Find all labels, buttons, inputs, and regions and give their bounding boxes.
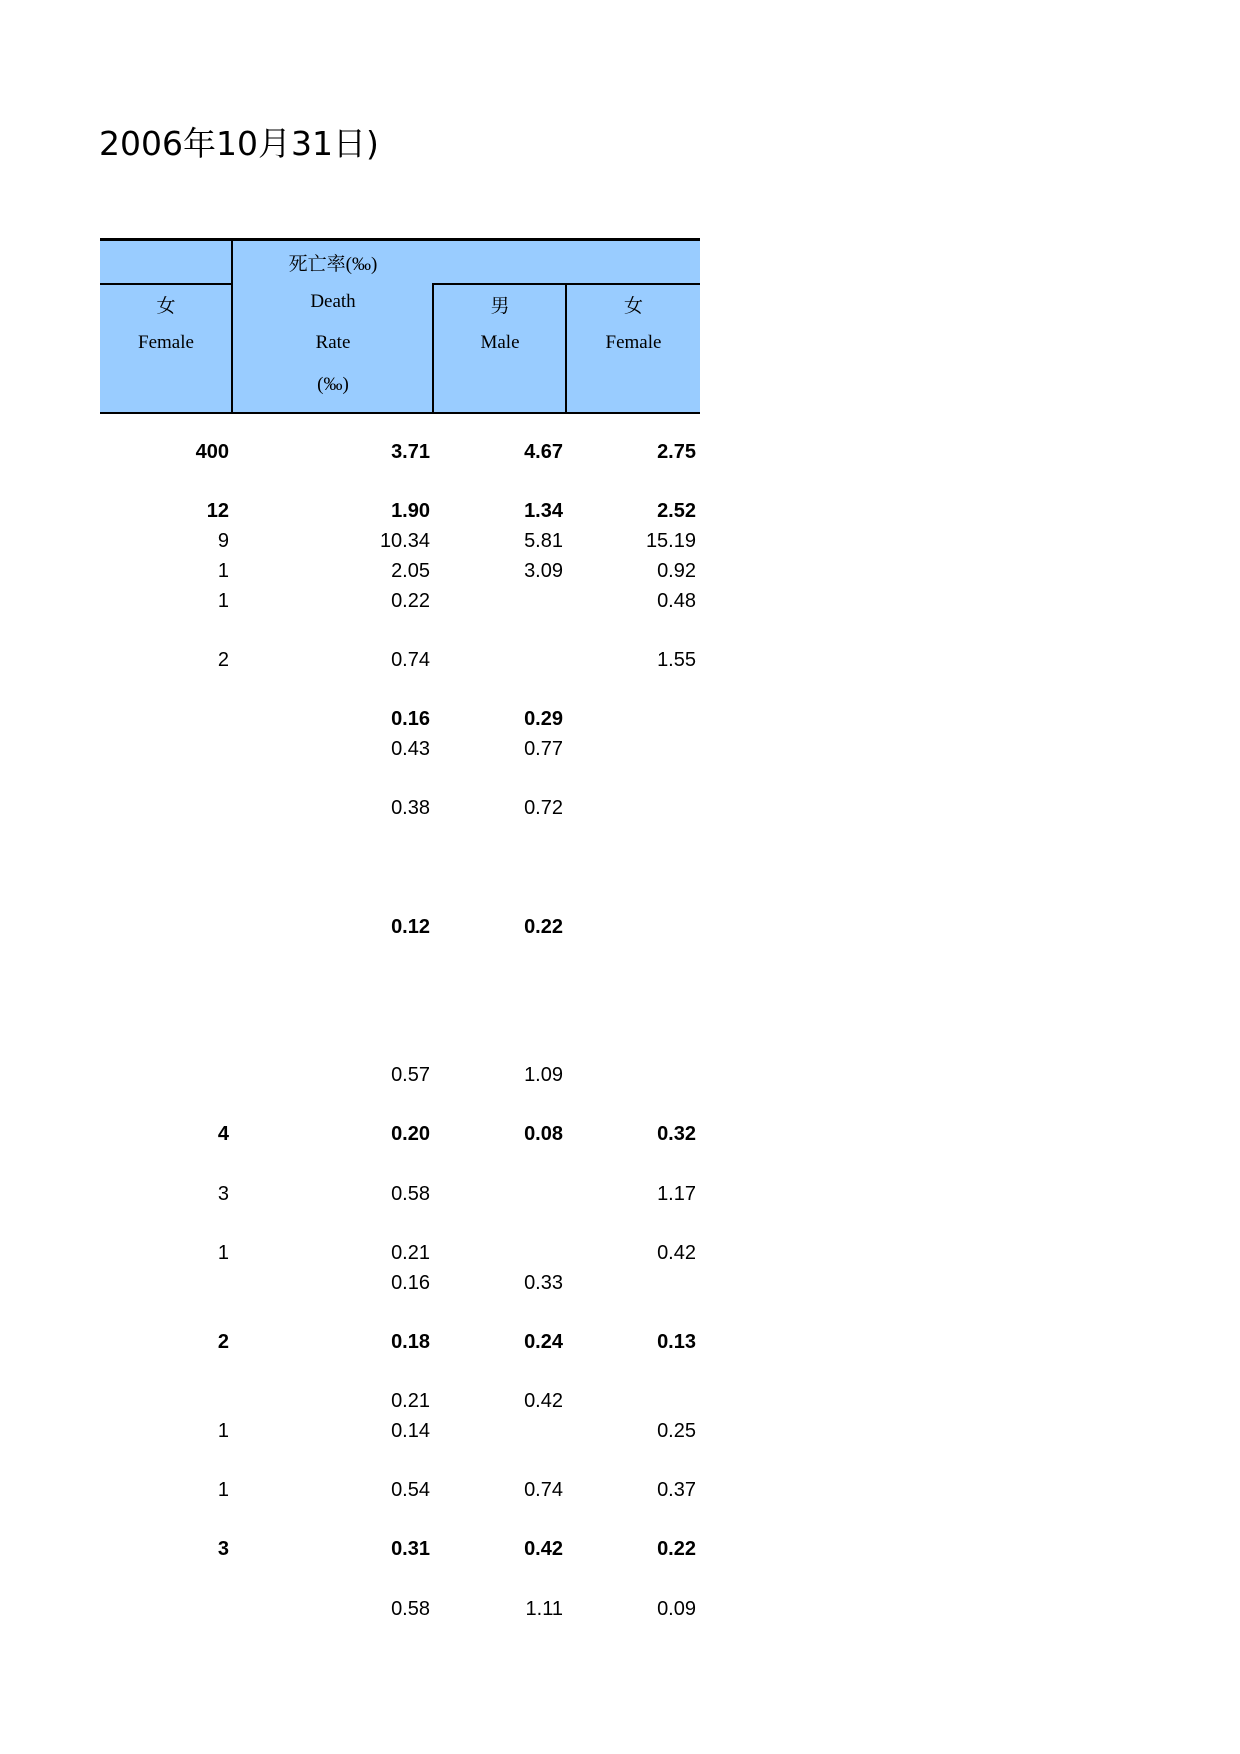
table-cell: 0.72 xyxy=(524,797,563,819)
table-cell: 2.05 xyxy=(391,560,430,582)
header-col0-en: Female xyxy=(138,332,194,353)
table-cell: 12 xyxy=(206,500,229,522)
table-cell: 1.09 xyxy=(524,1064,563,1086)
table-row xyxy=(0,588,1240,614)
table-cell: 0.14 xyxy=(391,1420,430,1442)
table-cell: 0.22 xyxy=(657,1538,696,1560)
header-col1-unit: (‰) xyxy=(317,374,349,395)
header-col3-en: Female xyxy=(605,332,662,353)
table-cell: 2 xyxy=(217,649,229,671)
table-cell: 9 xyxy=(217,530,229,552)
table-cell: 0.29 xyxy=(524,708,563,730)
header-col0-zh: 女 xyxy=(156,296,176,317)
table-cell: 0.09 xyxy=(657,1598,696,1620)
table-cell: 4.67 xyxy=(524,441,563,463)
table-cell: 0.33 xyxy=(524,1272,563,1294)
table-cell: 0.16 xyxy=(391,708,430,730)
table-cell: 1.34 xyxy=(524,500,563,522)
table-cell: 10.34 xyxy=(379,530,430,552)
table-row xyxy=(0,1418,1240,1444)
table-cell: 0.25 xyxy=(657,1420,696,1442)
table-cell: 0.22 xyxy=(524,916,563,938)
table-cell: 1 xyxy=(217,1242,229,1264)
table-row xyxy=(0,1240,1240,1266)
header-group-label: 死亡率(‰) xyxy=(288,254,378,275)
table-row xyxy=(0,1121,1240,1147)
table-cell: 2 xyxy=(217,1331,229,1353)
table-row xyxy=(0,439,1240,465)
table-cell: 0.77 xyxy=(524,738,563,760)
header-col1-en1: Death xyxy=(310,291,356,312)
table-row xyxy=(0,498,1240,524)
table-cell: 0.42 xyxy=(657,1242,696,1264)
table-row xyxy=(0,558,1240,584)
table-cell: 0.08 xyxy=(524,1123,563,1145)
table-cell: 3.09 xyxy=(524,560,563,582)
table-cell: 0.54 xyxy=(391,1479,430,1501)
table-row xyxy=(0,1329,1240,1355)
table-cell: 1.55 xyxy=(657,649,696,671)
table-cell: 0.31 xyxy=(391,1538,430,1560)
table-cell: 0.43 xyxy=(391,738,430,760)
table-cell: 0.37 xyxy=(657,1479,696,1501)
header-col3-zh: 女 xyxy=(623,296,643,317)
table-cell: 1 xyxy=(217,1479,229,1501)
table-cell: 1 xyxy=(217,590,229,612)
header-col2-en: Male xyxy=(480,332,520,353)
table-cell: 3.71 xyxy=(391,441,430,463)
page-title: 2006年10月31日) xyxy=(99,124,379,163)
table-cell: 2.75 xyxy=(657,441,696,463)
table-cell: 0.38 xyxy=(391,797,430,819)
table-cell: 0.32 xyxy=(657,1123,696,1145)
table-cell: 0.58 xyxy=(391,1598,430,1620)
table-row xyxy=(0,1062,1240,1088)
table-cell: 0.24 xyxy=(524,1331,563,1353)
table-row xyxy=(0,1477,1240,1503)
table-row xyxy=(0,1596,1240,1622)
table-cell: 0.21 xyxy=(391,1242,430,1264)
table-cell: 1.90 xyxy=(391,500,430,522)
table-cell: 0.74 xyxy=(524,1479,563,1501)
table-row xyxy=(0,736,1240,762)
table-row xyxy=(0,1270,1240,1296)
table-cell: 5.81 xyxy=(524,530,563,552)
table-cell: 0.42 xyxy=(524,1390,563,1412)
table-cell: 0.48 xyxy=(657,590,696,612)
table-cell: 1 xyxy=(217,1420,229,1442)
table-row xyxy=(0,647,1240,673)
table-cell: 15.19 xyxy=(645,530,696,552)
table-cell: 4 xyxy=(217,1123,229,1145)
table-cell: 3 xyxy=(217,1183,229,1205)
table-cell: 0.21 xyxy=(391,1390,430,1412)
table-row xyxy=(0,1388,1240,1414)
table-row xyxy=(0,914,1240,940)
table-cell: 3 xyxy=(217,1538,229,1560)
table-cell: 0.74 xyxy=(391,649,430,671)
table-row xyxy=(0,1181,1240,1207)
table-cell: 0.12 xyxy=(391,916,430,938)
table-cell: 0.20 xyxy=(391,1123,430,1145)
table-cell: 0.22 xyxy=(391,590,430,612)
table-cell: 0.13 xyxy=(657,1331,696,1353)
header-col2-zh: 男 xyxy=(490,296,510,317)
table-cell: 1 xyxy=(217,560,229,582)
table-row xyxy=(0,706,1240,732)
header-col1-en2: Rate xyxy=(315,332,351,353)
table-row xyxy=(0,528,1240,554)
table-cell: 0.58 xyxy=(391,1183,430,1205)
table-cell: 1.11 xyxy=(525,1598,563,1620)
table-cell: 0.57 xyxy=(391,1064,430,1086)
table-cell: 0.18 xyxy=(391,1331,430,1353)
table-cell: 2.52 xyxy=(657,500,696,522)
table-cell: 1.17 xyxy=(657,1183,696,1205)
table-row xyxy=(0,1536,1240,1562)
table-cell: 0.42 xyxy=(524,1538,563,1560)
table-cell: 400 xyxy=(195,441,229,463)
table-cell: 0.92 xyxy=(657,560,696,582)
table-row xyxy=(0,795,1240,821)
table-cell: 0.16 xyxy=(391,1272,430,1294)
